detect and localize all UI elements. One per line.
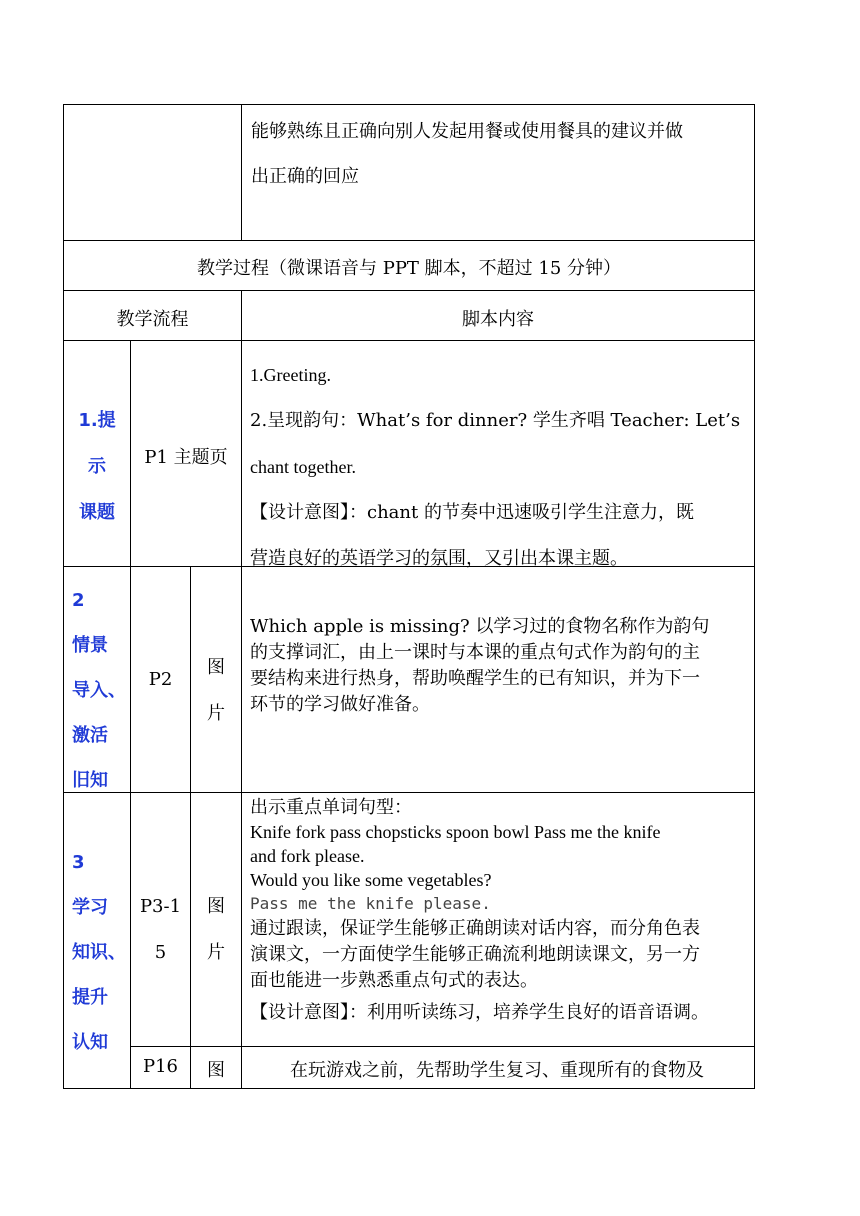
page-number: P1 主题页	[144, 447, 228, 468]
table-border-right	[754, 104, 755, 1089]
page-number: P2	[148, 669, 173, 690]
table-border-top	[63, 104, 755, 105]
stage-label: 3 学习 知识、 提升 认知	[72, 852, 126, 1053]
media-type: 图 片	[207, 896, 225, 963]
column-header-script: 脚本内容	[462, 309, 534, 330]
objective-line-2: 出正确的回应	[251, 166, 359, 187]
stage-label: 2 情景 导入、 激活 旧知	[72, 590, 126, 791]
page-number: P3-1 5	[139, 896, 182, 963]
column-header-flow: 教学流程	[116, 309, 189, 330]
page-number: P16	[142, 1056, 178, 1077]
table-rule	[63, 290, 755, 291]
table-rule	[63, 340, 755, 341]
media-type: 图	[207, 1060, 225, 1081]
table-col-divider	[241, 290, 242, 1089]
script-content: 出示重点单词句型： Knife fork pass chopsticks spoon bowl Pass me the knife and fork please. Would you like some vegetables? Pass me the knife please. 通过跟读，保证学生能够正确朗读对话内容，而分角色表 演课文，一方面使学生能够正确流利地朗读课文，另一方 面也能进一步熟悉重点句式的表达。 【设计意图】：利用听读练习，培养学生良好的语音语调。	[250, 797, 709, 1023]
table-rule	[130, 1046, 755, 1047]
table-border-left	[63, 104, 64, 1089]
script-content: 在玩游戏之前，先帮助学生复习、重现所有的食物及	[290, 1060, 704, 1081]
script-content: 1.Greeting. 2.呈现韵句：What’s for dinner? 学生齐唱 Teacher: Let’s chant together. 【设计意图】：chant 的节奏中迅速吸引学生注意力，既 营造良好的英语学习的氛围，又引出本课主题。	[250, 365, 741, 569]
stage-label: 1.提 示 课题	[78, 410, 116, 523]
table-col-divider	[241, 104, 242, 241]
script-content: Which apple is missing? 以学习过的食物名称作为韵句 的支撑词汇，由上一课时与本课的重点句式作为韵句的主 要结构来进行热身，帮助唤醒学生的已有知识，并为下一 环节的学习做好准备。	[250, 616, 710, 715]
table-rule	[63, 240, 755, 241]
table-border-bottom	[63, 1088, 755, 1089]
media-type: 图 片	[207, 657, 225, 724]
section-header: 教学过程（微课语音与 PPT 脚本，不超过 15 分钟）	[196, 258, 622, 279]
objective-line-1: 能够熟练且正确向别人发起用餐或使用餐具的建议并做	[251, 121, 683, 142]
table-rule	[63, 792, 755, 793]
